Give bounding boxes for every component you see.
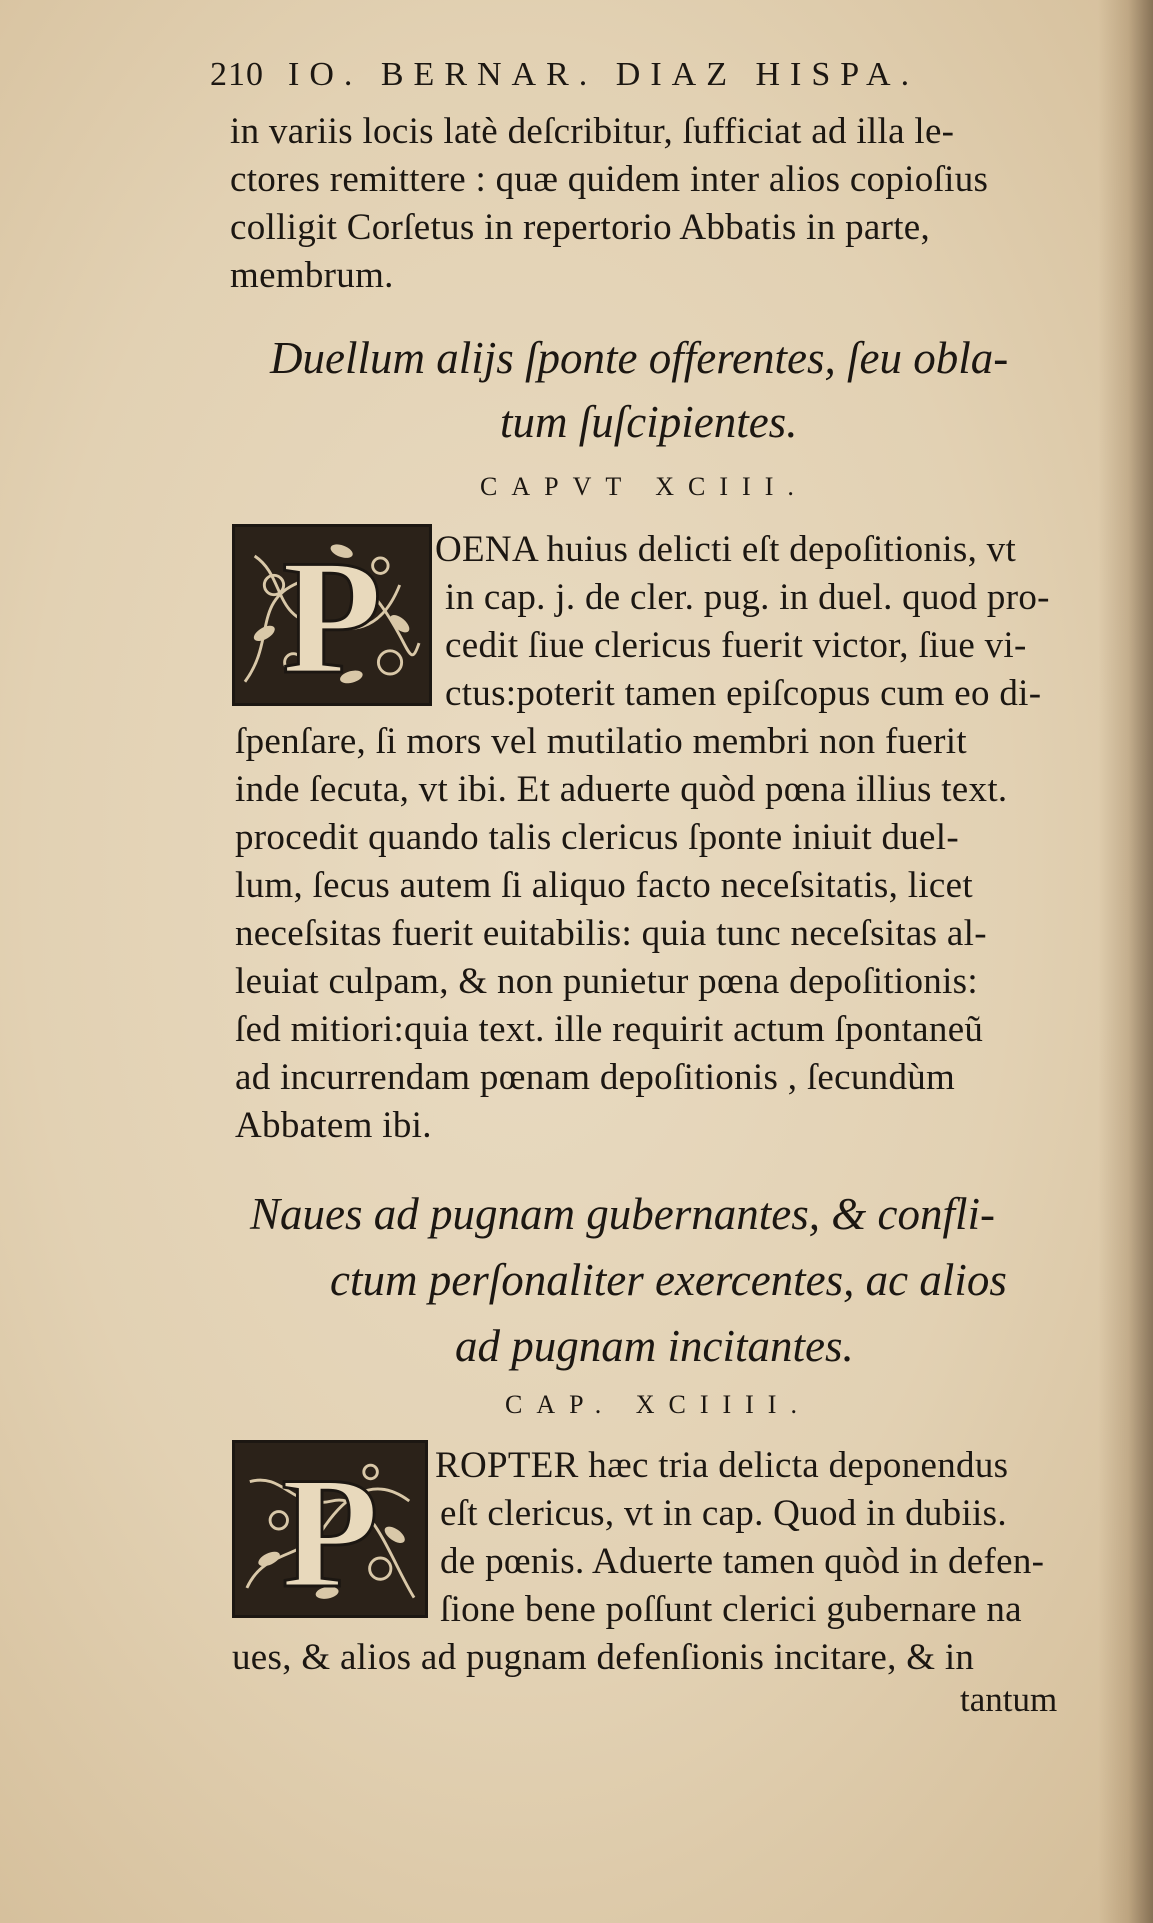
body-line: OENA huius delicti eſt depoſitionis, vt <box>435 529 1017 570</box>
foliage-ornament-icon <box>235 1443 425 1615</box>
section-heading: ctum perſonaliter exercentes, ac alios <box>330 1255 1007 1305</box>
body-line: ſione bene poſſunt clerici gubernare na <box>440 1589 1022 1630</box>
body-line: Abbatem ibi. <box>235 1105 432 1146</box>
body-line: ues, & alios ad pugnam defenſionis incitare, & in <box>232 1637 975 1678</box>
running-title: IO. BERNAR. DIAZ HISPA. <box>288 56 920 93</box>
body-line: ROPTER hæc tria delicta deponendus <box>435 1445 1009 1486</box>
running-header <box>210 56 919 94</box>
body-line: de pœnis. Aduerte tamen quòd in defen- <box>440 1541 1045 1582</box>
page-gutter-shadow <box>1098 0 1153 1923</box>
body-line: ctus:poterit tamen epiſcopus cum eo di- <box>445 673 1042 714</box>
chapter-number: CAP. XCIIII. <box>505 1390 811 1419</box>
decorated-initial <box>232 1440 428 1618</box>
intro-line: colligit Corſetus in repertorio Abbatis in parte, <box>230 207 931 248</box>
section-heading: Duellum alijs ſponte offerentes, ſeu obla- <box>270 333 1009 383</box>
catchword: tantum <box>960 1680 1058 1719</box>
body-line: in cap. j. de cler. pug. in duel. quod pro- <box>445 577 1050 618</box>
page-number: 210 <box>210 56 264 93</box>
body-line: eſt clericus, vt in cap. Quod in dubiis. <box>440 1493 1007 1534</box>
intro-line: ctores remittere : quæ quidem inter alios copioſius <box>230 159 989 200</box>
body-line: cedit ſiue clericus fuerit victor, ſiue vi- <box>445 625 1027 666</box>
body-line: inde ſecuta, vt ibi. Et aduerte quòd pœna illius text. <box>235 769 1008 810</box>
chapter-number: CAPVT XCIII. <box>480 472 808 501</box>
body-line: neceſsitas fuerit euitabilis: quia tunc neceſsitas al- <box>235 913 987 954</box>
body-line: lum, ſecus autem ſi aliquo facto neceſsitatis, licet <box>235 865 973 906</box>
body-line: procedit quando talis clericus ſponte iniuit duel- <box>235 817 959 858</box>
body-line: leuiat culpam, & non punietur pœna depoſitionis: <box>235 961 978 1002</box>
body-line: ſpenſare, ſi mors vel mutilatio membri non fuerit <box>235 721 967 762</box>
intro-line: in variis locis latè deſcribitur, ſufficiat ad illa le- <box>230 111 955 152</box>
svg-text:P: P <box>281 1445 379 1615</box>
section-heading: Naues ad pugnam gubernantes, & confli- <box>250 1189 995 1239</box>
intro-line: membrum. <box>230 255 394 296</box>
body-line: ſed mitiori:quia text. ille requirit actum ſpontaneũ <box>235 1009 984 1050</box>
section-heading: tum ſuſcipientes. <box>500 397 798 447</box>
foliage-ornament-icon <box>235 527 429 703</box>
decorated-initial <box>232 524 432 706</box>
body-line: ad incurrendam pœnam depoſitionis , ſecundùm <box>235 1057 956 1098</box>
section-heading: ad pugnam incitantes. <box>455 1321 854 1371</box>
svg-text:P: P <box>281 527 383 703</box>
